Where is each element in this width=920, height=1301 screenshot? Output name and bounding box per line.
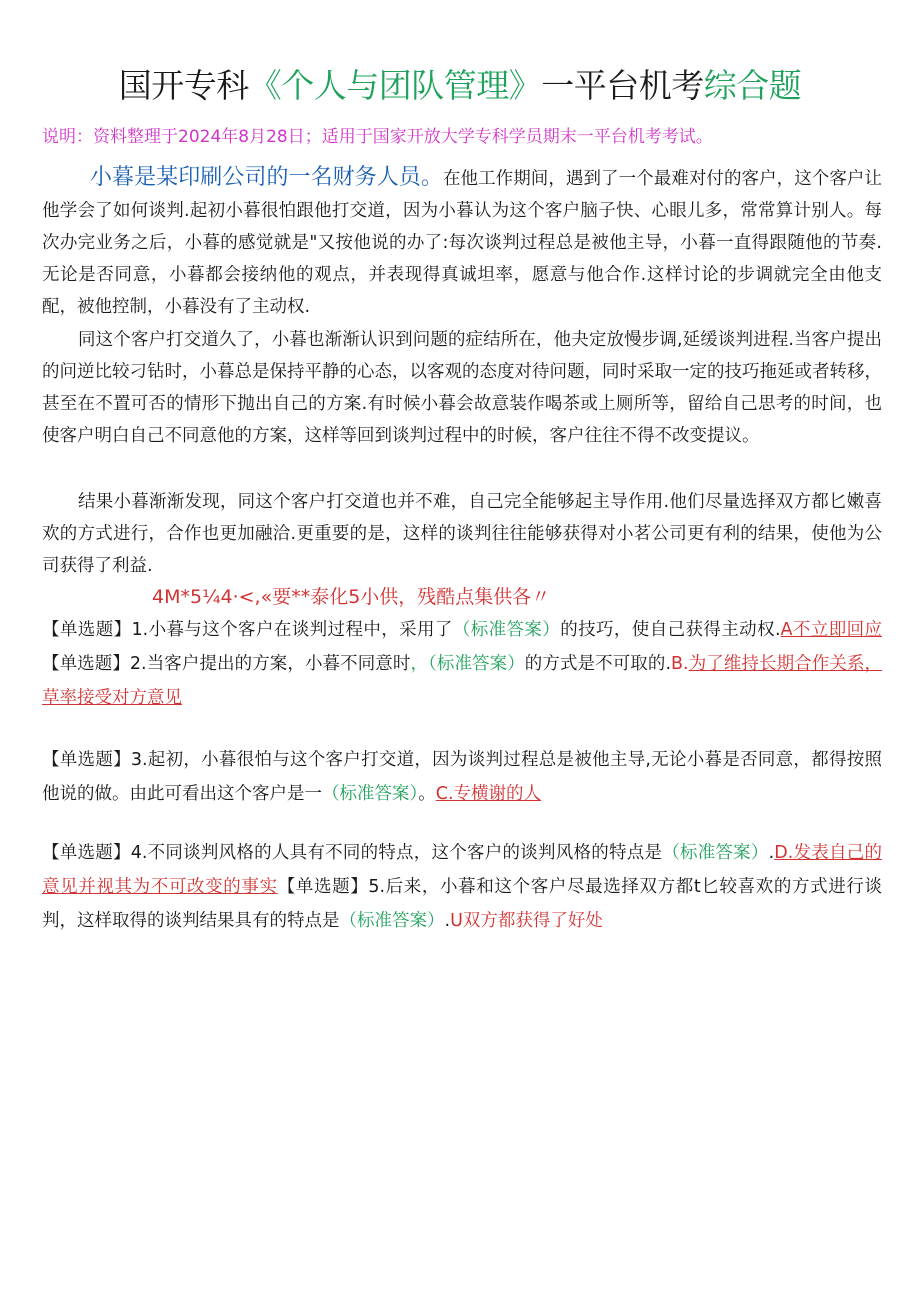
q1-standard-answer: （标准答案）: [452, 620, 561, 640]
q2-tag: 【单选题】: [42, 654, 130, 674]
q4-after: .: [768, 843, 775, 863]
q5-tag: 【单选题】: [277, 877, 369, 897]
question-block-1-2: [42, 613, 882, 715]
q2-standard-answer: ，（标准答案）: [410, 654, 525, 674]
q4-standard-answer: （标准答案）: [662, 843, 769, 863]
q1-text: 1.小暮与这个客户在谈判过程中，采用了: [131, 620, 453, 640]
q1-tag: 【单选题】: [42, 620, 132, 640]
q2-text: 2.当客户提出的方案，小暮不同意时: [129, 654, 411, 674]
page-title: [0, 60, 920, 107]
q3-standard-answer: （标准答案）: [322, 784, 419, 804]
question-block-3: [42, 743, 882, 811]
passage-paragraph-1: [42, 162, 882, 323]
q2-answer: 为了维持长期合作关系，草率接受对方意见: [42, 654, 883, 708]
q1-answer: A不立即回应: [780, 620, 883, 640]
garbled-line: 4M*5¼4·<,«要**泰化5小供，残酷点集供各〃: [152, 586, 551, 608]
q2-after: 的方式是不可取的.: [524, 654, 672, 674]
title-part-3: 一平台机考: [541, 66, 704, 105]
title-part-4: 综合题: [703, 66, 802, 105]
q3-tag: 【单选题】: [42, 750, 131, 770]
passage-paragraph-3: [42, 486, 882, 582]
q5-standard-answer: （标准答案）: [339, 911, 445, 931]
question-block-4-5: [42, 836, 882, 938]
passage-paragraph-2: [42, 324, 882, 452]
q1-after: 的技巧，使自己获得主动权.: [560, 620, 781, 640]
passage-p2-text: 同这个客户打交道久了，小暮也渐渐认识到问题的症结所在，他夬定放慢步调,延缓谈判进程.当客户提出的问逆比较刁钻时，小暮总是保持平静的心态，以客观的态度对待问题，同时采取一定的技巧拖延或者转移，甚至在不置可否的情形下抛出自己的方案.有时候小暮会故意装作喝茶或上厕所等，留给自己思考的时间，也使客户明白自己不同意他的方案，这样等回到谈判过程中的时候，客户往往不得不改变提议。: [42, 330, 882, 446]
q3-after: 。: [418, 784, 436, 804]
passage-p3-text: 结果小暮渐渐发现，同这个客户打交道也并不难，自己完全能够起主导作用.他们尽量选择双方都匕嫩喜欢的方式进行，合作也更加融洽.更重要的是，这样的谈判往往能够获得对小茗公司更有利的结果，使他为公司获得了利益.: [42, 492, 882, 576]
passage-lead: 小暮是某印刷公司的一名财务人员。: [90, 165, 443, 190]
note-line: 说明：资料整理于2024年8月28日；适用于国家开放大学专科学员期末一平台机考考试。: [42, 127, 713, 147]
title-part-2: 《个人与团队管理》: [248, 66, 542, 105]
q5-after: .: [444, 911, 451, 931]
title-part-1: 国开专科: [118, 66, 249, 105]
q4-tag: 【单选题】: [42, 843, 131, 863]
q4-answer: D.发表自己的意见并视其为不可改变的事实: [42, 843, 883, 897]
q2-answer-lead: B.: [671, 654, 689, 674]
passage-p1-rest: 在他工作期间，遇到了一个最难对付的客户，这个客户让他学会了如何谈判.起初小暮很怕跟他打交道，因为小暮认为这个客户脑子快、心眼儿多，常常算计别人。每次办完业务之后，小暮的感觉就是"又按他说的办了:每次谈判过程总是被他主导，小暮一直得跟随他的节奏.无论是否同意，小暮都会接纳他的观点，并表现得真诚坦率，愿意与他合作.这样讨论的步调就完全由他支配，被他控制，小暮没有了主动权.: [42, 169, 882, 317]
q4-text: 4.不同谈判风格的人具有不同的特点，这个客户的谈判风格的特点是: [130, 843, 663, 863]
q3-answer: C.专横谢的人: [435, 784, 542, 804]
q5-answer: U双方都获得了好处: [450, 911, 603, 931]
q3-text: 3.起初，小暮很怕与这个客户打交道，因为谈判过程总是被他主导,无论小暮是否同意，都得按照他说的做。由此可看出这个客户是一: [42, 750, 882, 804]
q5-text: 5.后来，小暮和这个客户尽最选择双方都t匕较喜欢的方式进行谈判，这样取得的谈判结果具有的特点是: [42, 877, 883, 931]
